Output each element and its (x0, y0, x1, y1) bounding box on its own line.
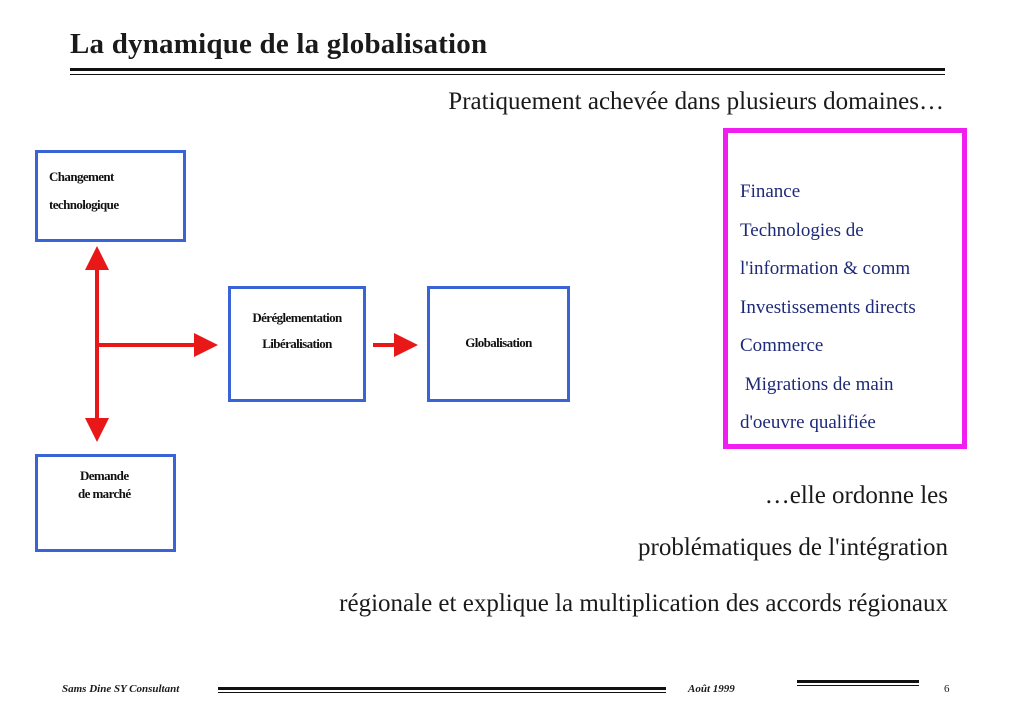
domain-item: Technologies de (740, 219, 864, 241)
footer-author: Sams Dine SY Consultant (62, 683, 180, 695)
box-changement-technologique (35, 150, 186, 242)
demande-line1: Demande (79, 468, 129, 483)
domain-item: Finance (740, 181, 801, 202)
changement-line2: technologique (49, 197, 119, 212)
domains-box (723, 128, 967, 449)
conclusion-line-1: …elle ordonne les (764, 482, 948, 509)
slide-subtitle: Pratiquement achevée dans plusieurs domaines… (448, 88, 944, 115)
box-globalisation (427, 286, 570, 402)
conclusion-line-3: régionale et explique la multiplication des accords régionaux (339, 590, 948, 617)
domain-item: d'oeuvre qualifiée (740, 412, 876, 433)
footer-rule-thick (218, 687, 666, 690)
domains-list (740, 173, 916, 443)
box-demande-de-marche (35, 454, 176, 552)
domain-item: Investissements directs (740, 296, 916, 318)
slide-title: La dynamique de la globalisation (70, 28, 488, 60)
domain-item: Commerce (740, 335, 824, 356)
demande-line2: de marché (78, 486, 131, 501)
changement-line1: Changement (49, 169, 114, 184)
page-number: 6 (944, 683, 950, 695)
footer-rule-thin (218, 692, 666, 693)
footer-rule-right-thick (797, 680, 919, 683)
globalisation-label: Globalisation (465, 335, 532, 350)
conclusion-line-2: problématiques de l'intégration (638, 534, 948, 561)
dereg-line1: Déréglementation (252, 310, 342, 325)
footer-rule-right-thin (797, 685, 919, 686)
box-dereg-label (231, 305, 363, 357)
dereg-line2: Libéralisation (262, 336, 332, 351)
footer-date: Août 1999 (688, 683, 735, 695)
box-demande-label (78, 467, 130, 503)
domain-item: l'information & comm (740, 258, 911, 279)
box-dereglementation (228, 286, 366, 402)
box-changement-label (49, 163, 118, 219)
domain-item: Migrations de main (740, 373, 894, 395)
